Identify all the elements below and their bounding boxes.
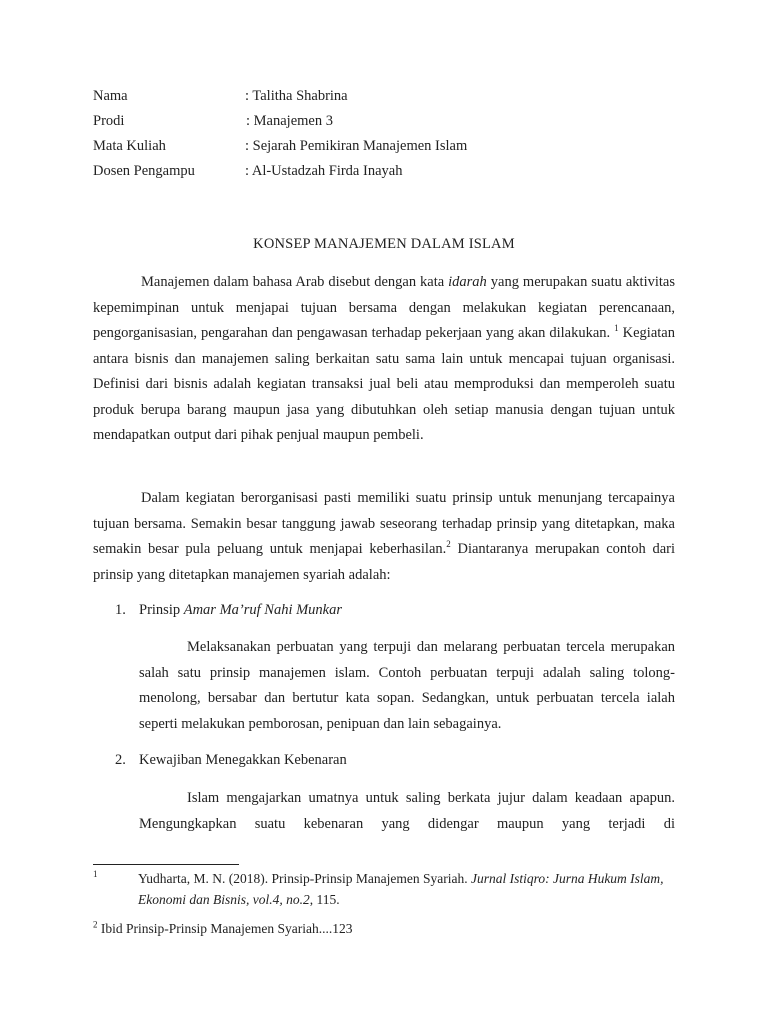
footnote-ref-1: 1 (614, 323, 619, 334)
para1-italic-term: idarah (448, 274, 487, 290)
para1-text: Manajemen dalam bahasa Arab disebut dengan kata (141, 274, 449, 290)
list-heading-prefix: Prinsip (139, 602, 184, 618)
list-heading (139, 600, 342, 620)
info-value: : Talitha Shabrina (245, 88, 348, 104)
footnote-2 (93, 918, 673, 939)
list-heading: Kewajiban Menegakkan Kebenaran (139, 752, 347, 768)
info-value: : Sejarah Pemikiran Manajemen Islam (245, 138, 468, 154)
info-label: Mata Kuliah (93, 138, 166, 154)
para1-text: Kegiatan antara bisnis dan manajemen saling berkaitan satu sama lain untuk mencapai tujuan organisasi. Definisi dari bisnis adalah kegiatan transaksi jual beli atau memproduksi dan memperoleh suatu produk berupa barang maupun jasa yang dibutuhkan oleh setiap manusia dengan tujuan untuk mendapatkan output dari pihak penjual maupun pembeli. (93, 325, 675, 443)
info-label: Dosen Pengampu (93, 163, 195, 179)
footnote-journal: Jurnal Istiqro: Jurna Hukum Islam, Ekonomi dan Bisnis, vol.4, no.2 (138, 871, 664, 907)
footnote-text: Ibid Prinsip-Prinsip Manajemen Syariah....123 (97, 921, 353, 936)
footnote-ref-2: 2 (446, 539, 451, 550)
paragraph-1 (93, 270, 675, 449)
list-number: 2. (115, 752, 126, 768)
footnote-page: , 115. (309, 892, 340, 907)
footnote-citation: Yudharta, M. N. (2018). Prinsip-Prinsip Manajemen Syariah. (138, 871, 471, 886)
info-value: : Al-Ustadzah Firda Inayah (245, 163, 403, 179)
list-item-1-body: Melaksanakan perbuatan yang terpuji dan melarang perbuatan tercela merupakan salah satu prinsip manajemen islam. Contoh perbuatan terpuji adalah saling tolong-menolong, bersabar dan bertutur kata sopan. Sedangkan, untuk perbuatan tercela ialah seperti melakukan pemborosan, penipuan dan lain sebagainya. (139, 639, 675, 732)
footnote-separator (93, 864, 239, 865)
footnote-marker: 2 (93, 919, 98, 930)
footnote-text (93, 868, 673, 910)
para2-text: Diantaranya merupakan contoh dari prinsip yang ditetapkan manajemen syariah adalah: (93, 541, 675, 583)
document-title: KONSEP MANAJEMEN DALAM ISLAM (253, 236, 515, 252)
list-item-2-body: Islam mengajarkan umatnya untuk saling berkata jujur dalam keadaan apapun. Mengungkapkan suatu kebenaran yang didengar maupun yang terjadi di (139, 790, 675, 832)
paragraph-2 (93, 486, 675, 588)
list-heading-italic: Amar Ma’ruf Nahi Munkar (183, 602, 343, 618)
footnote-1: 1 Yudharta, M. N. (2018). Prinsip-Prinsip Manajemen Syariah. Jurnal Istiqro: Jurna Hukum Islam, Ekonomi dan Bisnis, vol.4, no.2, 115. (93, 868, 673, 910)
info-label: Nama (93, 88, 128, 104)
info-value: : Manajemen 3 (246, 113, 333, 129)
para1-text: yang merupakan suatu aktivitas kepemimpinan untuk menjapai tujuan bersama dengan melakukan kegiatan perencanaan, pengorganisasian, pengarahan dan pengawasan terhadap pekerjaan yang akan dilakukan. (93, 274, 675, 341)
info-label: Prodi (93, 113, 125, 129)
list-number: 1. (115, 602, 126, 618)
para2-text: Dalam kegiatan berorganisasi pasti memiliki suatu prinsip untuk menunjang tercapainya tujuan bersama. Semakin besar tanggung jawab seseorang terhadap prinsip yang ditetapkan, maka semakin besar pula peluang untuk menjapai keberhasilan. (93, 490, 675, 557)
